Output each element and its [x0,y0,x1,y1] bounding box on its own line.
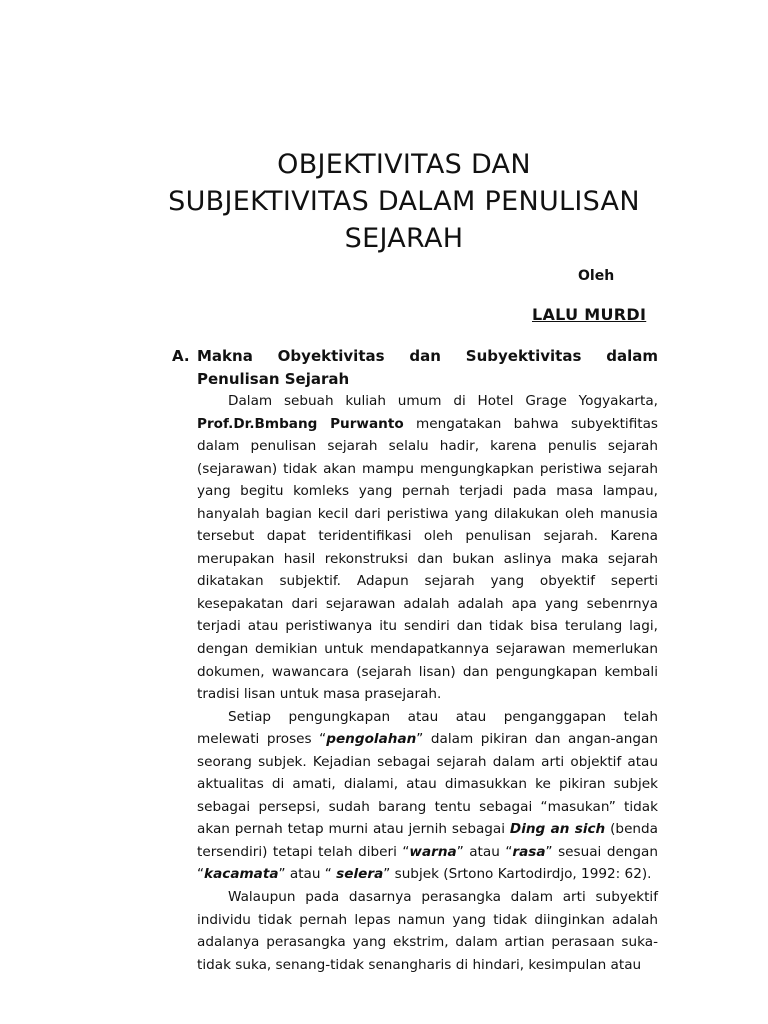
title-line-2: SUBJEKTIVITAS DALAM PENULISAN [168,186,640,217]
paragraph-text: (benda tersendiri) tetapi telah diberi “ [197,821,659,860]
paragraph-text: ” atau “ [278,866,337,883]
paragraph-text: ” atau “ [456,843,513,860]
emphasis-term: kacamata [204,866,279,883]
paragraph-1 [197,390,658,706]
paragraph-text: Setiap pengungkapan atau atau penganggapan telah melewati proses “ [197,708,658,748]
section-heading [172,345,658,391]
emphasis-term: warna [409,843,457,860]
section-letter: A. [172,347,190,365]
paragraph-text: mengatakan bahwa subyektifitas dalam penulisan sejarah selalu hadir, karena penulis sejarah (sejarawan) tidak akan mampu mengungkapkan peristiwa sejarah yang begitu komleks yang pernah terjadi pada masa lampau, hanyalah bagian kecil dari peristiwa yang dilakukan oleh manusia tersebut dapat teridentifikasi oleh penulisan sejarah. Karena merupakan hasil rekonstruksi dan bukan aslinya maka sejarah dikatakan subjektif. Adapun sejarah yang obyektif seperti kesepakatan dari sejarawan adalah adalah apa yang sebenrnya terjadi atau peristiwanya itu sendiri dan tidak bisa terulang lagi, dengan demikian untuk mendapatkannya sejarawan memerlukan dokumen, wawancara (sejarah lisan) dan pengungkapan kembali tradisi lisan untuk masa prasejarah. [197,415,658,703]
paragraph-text: ” sesuai dengan “ [197,843,658,883]
by-label: Oleh [578,268,615,284]
emphasis-term: Ding an sich [509,821,606,838]
document-body [197,390,658,976]
paragraph-3: Walaupun pada dasarnya perasangka dalam arti subyektif individu tidak pernah lepas namun yang tidak diinginkan adalah adalanya perasangka yang ekstrim, dalam artian perasaan suka-tidak suka, senang-tidak senangharis di hindari, kesimpulan atau [197,889,658,973]
paragraph-text: Dalam sebuah kuliah umum di Hotel Grage Yogyakarta, [228,393,658,409]
person-name: Prof.Dr.Bmbang Purwanto [197,415,404,432]
author-name: LALU MURDI [532,305,647,324]
paragraph-2 [197,706,658,886]
emphasis-term: rasa [512,843,546,860]
emphasis-term: selera [336,866,384,883]
section-title: Makna Obyektivitas dan Subyektivitas dalam Penulisan Sejarah [197,347,658,388]
paragraph-text: ” dalam pikiran dan angan-angan seorang subjek. Kejadian sebagai sejarah dalam arti objektif atau aktualitas di amati, dialami, atau dimasukkan ke pikiran subjek sebagai persepsi, sudah barang tentu sebagai “masukan” tidak akan pernah tetap murni atau jernih sebagai [197,731,658,838]
title-line-3: SEJARAH [344,223,464,254]
document-title [110,146,698,257]
title-line-1: OBJEKTIVITAS DAN [277,149,531,180]
emphasis-term: pengolahan [326,731,417,748]
paragraph-text: ” subjek (Srtono Kartodirdjo, 1992: 62). [383,866,652,883]
